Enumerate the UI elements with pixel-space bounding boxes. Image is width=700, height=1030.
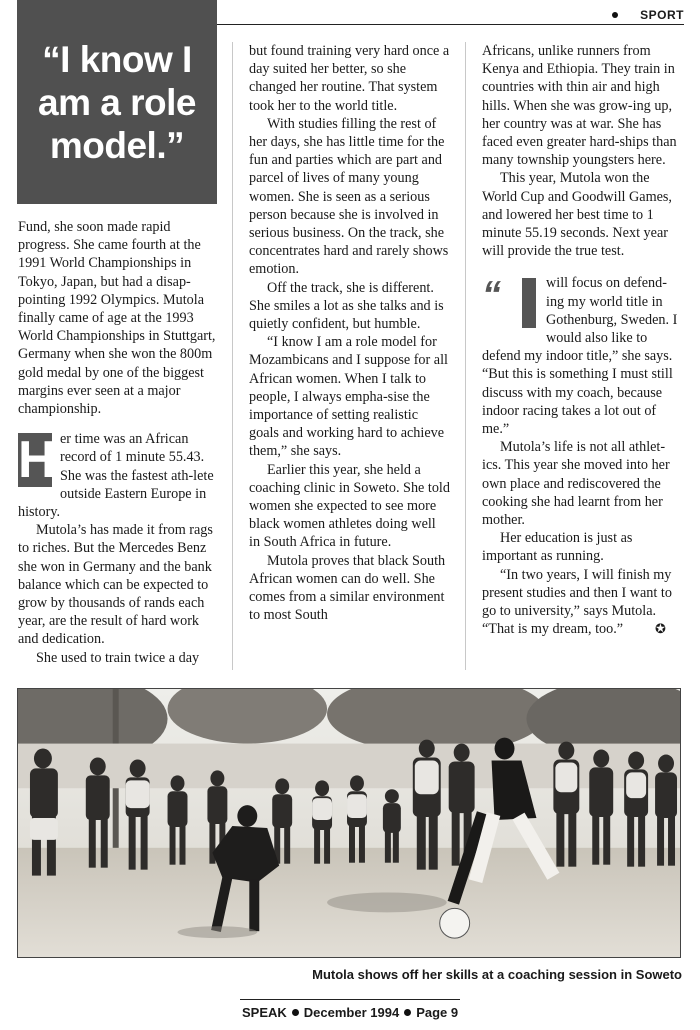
article-column-3 <box>482 42 680 639</box>
paragraph: “I know I am a role model for Mozambicans and I suppose for all African women. When I talk to people, I always empha-sise the importance of setting realistic goals and working hard to achieve them,” she says. <box>249 334 448 460</box>
end-mark-icon: ✪ <box>655 621 666 637</box>
paragraph: Mutola proves that black South African women can do well. She comes from a similar environment to most South <box>249 552 446 624</box>
drop-cap: H <box>18 431 56 490</box>
paragraph: “In two years, I will finish my present studies and then I want to go to university,” says Mutola. “That is my dream, too.” ✪ <box>482 566 672 638</box>
column-divider <box>465 42 466 670</box>
paragraph: Mutola’s life is not all athlet-ics. This year she moved into her own place and rediscovered the cooking she had learnt from her mother. <box>482 439 670 529</box>
page-number: Page 9 <box>416 1005 459 1020</box>
paragraph: She used to train twice a day <box>36 649 200 666</box>
bullet-icon <box>292 1009 299 1016</box>
paragraph: Her education is just as important as running. <box>482 530 633 565</box>
bullet-icon <box>612 12 618 18</box>
footer-rule <box>240 999 460 1000</box>
paragraph: Mutola’s has made it from rags to riches. But the Mercedes Benz she won in Germany and the bank balance which can be expected to grow by thousands of rands each year, are the result of hard work and dedication. <box>18 522 213 648</box>
bullet-icon <box>404 1009 411 1016</box>
issue-date: December 1994 <box>303 1005 400 1020</box>
article-column-1 <box>18 218 216 667</box>
drop-cap-letter <box>522 278 536 328</box>
paragraph: but found training very hard once a day suited her better, so she changed her routine. That system took her to the world title. <box>249 43 450 114</box>
header-rule <box>216 24 684 25</box>
page-footer <box>242 1005 458 1020</box>
photo-caption: Mutola shows off her skills at a coaching session in Soweto <box>312 967 682 982</box>
quote-mark-icon: “ <box>482 274 501 317</box>
photo-illustration <box>18 689 680 957</box>
paragraph: Earlier this year, she held a coaching clinic in Soweto. She told women she expected to see more black women athletes doing well in South Africa in future. <box>249 461 450 551</box>
pull-quote: “I know I am a role model.” <box>38 38 196 166</box>
paragraph: Fund, she soon made rapid progress. She came fourth at the 1991 World Championships in Tokyo, Japan, but had a disap-pointing 1992 Olympics. Mutola finally came of age at the 1993 World Championships in Stuttgart, Germany when she won the 800m gold medal by one of the biggest margins ever seen at a major championship. <box>18 219 216 418</box>
article-column-2 <box>249 42 450 625</box>
paragraph: With studies filling the rest of her days, she has little time for the fun and parties which are part and parcel of lives of many young women. She is seen as a serious person because she is involved in serious business. On the track, she concentrates hard and rarely shows emotion. <box>249 115 449 278</box>
paragraph: Africans, unlike runners from Kenya and Ethiopia. They train in countries with thin air and high hills. When she was grow-ing up, her country was at war. She has faced even greater hard-ships than many township youngsters here. <box>482 43 677 169</box>
section-label <box>612 8 684 22</box>
pull-quote-box <box>17 0 217 204</box>
paragraph: “ will focus on defend-ing my world title in Gothenburg, Sweden. I would also like to defend my indoor title,” she says. “But this is something I must still discuss with my coach, because indoor racing takes a lot out of me.” <box>482 274 678 438</box>
drop-cap <box>482 274 540 330</box>
photo-coaching-session <box>17 688 681 958</box>
paragraph: Off the track, she is different. She smiles a lot as she talks and is quietly confident, but humble. <box>249 279 444 333</box>
paragraph: H er time was an African record of 1 minute 55.43. She was the fastest ath-lete outside Eastern Europe in history. <box>18 431 214 521</box>
publication-name: SPEAK <box>242 1005 287 1020</box>
column-divider <box>232 42 233 670</box>
paragraph: This year, Mutola won the World Cup and Goodwill Games, and lowered her best time to 1 minute 55.19 seconds. Next year will provide the true test. <box>482 170 672 260</box>
section-name: SPORT <box>640 8 684 22</box>
